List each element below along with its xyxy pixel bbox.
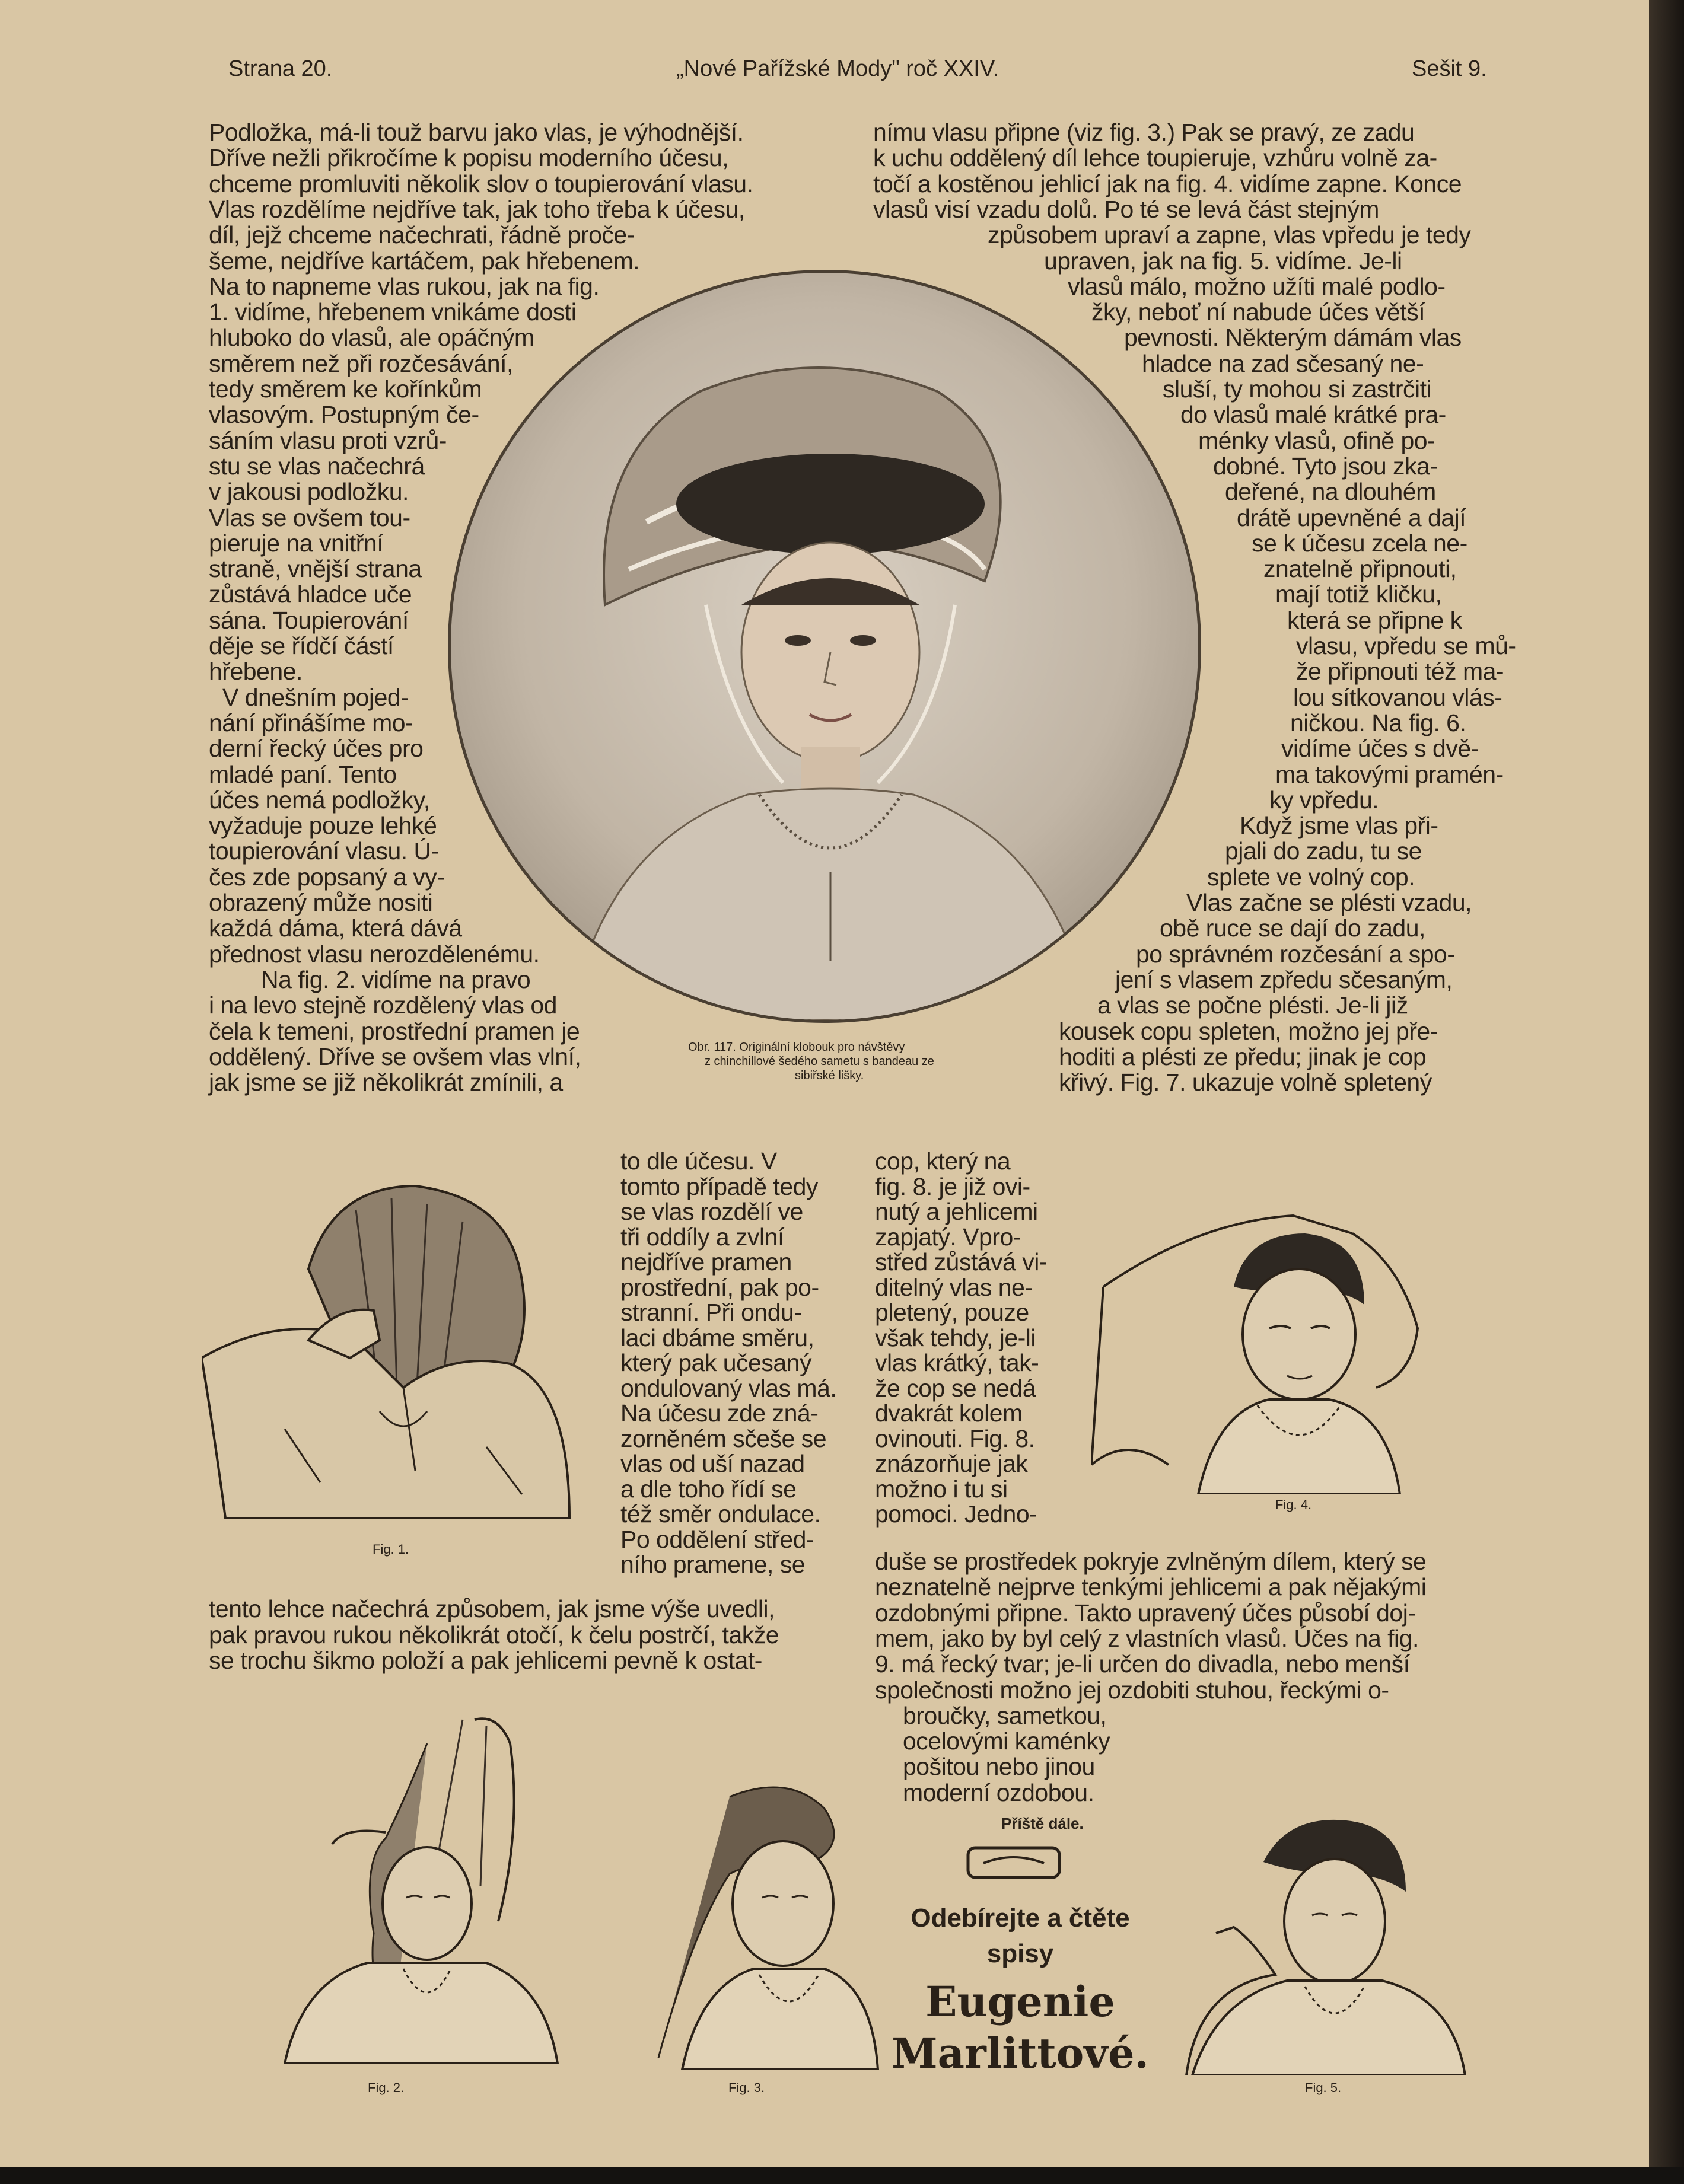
text-line: dvakrát kolem bbox=[875, 1399, 1023, 1427]
text-line: Obr. 117. Originální klobouk pro návštěvy bbox=[688, 1041, 905, 1054]
text-line: účes nemá podložky, bbox=[209, 786, 430, 814]
figure-3 bbox=[623, 1773, 884, 2070]
advert-line-1: Odebírejte a čtěte bbox=[911, 1904, 1130, 1933]
text-line: zapjatý. Vpro- bbox=[875, 1223, 1021, 1251]
text-line: přednost vlasu nerozdělenému. bbox=[209, 940, 540, 968]
text-line: straně, vnější strana bbox=[209, 555, 422, 583]
figure-5 bbox=[1157, 1809, 1489, 2075]
text-line: který pak učesaný bbox=[620, 1349, 811, 1376]
text-line: nutý a jehlicemi bbox=[875, 1198, 1038, 1225]
bottom-edge bbox=[0, 2167, 1684, 2184]
text-line: možno i tu si bbox=[875, 1475, 1008, 1503]
fig1-drawing bbox=[202, 1162, 581, 1542]
text-line: střed zůstává vi- bbox=[875, 1248, 1047, 1276]
text-line: prostřední, pak po- bbox=[620, 1273, 819, 1301]
text-line: nání přinášíme mo- bbox=[209, 709, 413, 736]
text-line: Na to napneme vlas rukou, jak na fig. bbox=[209, 272, 600, 300]
text-line: směrem než při rozčesávání, bbox=[209, 349, 513, 377]
text-line: ozdobnými připne. Takto upravený účes působí doj- bbox=[875, 1599, 1416, 1627]
text-line: vlasů málo, možno užíti malé podlo- bbox=[1068, 272, 1446, 300]
text-line: se trochu šikmo položí a pak jehlicemi pevně k ostat- bbox=[209, 1647, 762, 1674]
text-line: z chinchillové šedého sametu s bandeau ze bbox=[705, 1055, 934, 1068]
text-line: v jakousi podložku. bbox=[209, 478, 409, 506]
text-line: sluší, ty mohou si zastrčiti bbox=[1163, 375, 1432, 403]
text-line: hřebene. bbox=[209, 658, 303, 686]
advert-line-2: spisy bbox=[986, 1939, 1054, 1968]
text-line: vyžaduje pouze lehké bbox=[209, 812, 437, 840]
text-line: duše se prostředek pokryje zvlněným dílem, který se bbox=[875, 1548, 1427, 1575]
text-line: ničkou. Na fig. 6. bbox=[1290, 709, 1466, 736]
advert-block bbox=[890, 1904, 1151, 2078]
fig5-caption: Fig. 5. bbox=[1305, 2080, 1342, 2095]
text-line: 9. má řecký tvar; je-li určen do divadla, nebo menší bbox=[875, 1650, 1410, 1678]
text-line: stu se vlas načechrá bbox=[209, 452, 425, 480]
text-line: obrazený může nositi bbox=[209, 889, 433, 916]
text-line: V dnešním pojed- bbox=[222, 683, 409, 711]
text-line: ního pramene, se bbox=[620, 1551, 806, 1578]
text-line: pošitou nebo jinou bbox=[903, 1753, 1095, 1781]
text-line: sáním vlasu proti vzrů- bbox=[209, 426, 447, 454]
text-line: vlasu, vpředu se mů- bbox=[1296, 632, 1516, 659]
text-line: ondulovaný vlas má. bbox=[620, 1374, 837, 1402]
text-line: zůstává hladce uče bbox=[209, 581, 412, 608]
text-line: se k účesu zcela ne- bbox=[1252, 529, 1467, 557]
text-line: pevnosti. Některým dámám vlas bbox=[1124, 324, 1462, 352]
text-line: tomto případě tedy bbox=[620, 1172, 818, 1200]
text-line: neznatelně nejprve tenkými jehlicemi a pak nějakými bbox=[875, 1573, 1427, 1601]
page-number: Strana 20. bbox=[228, 56, 333, 81]
text-line: točí a kostěnou jehlicí jak na fig. 4. vidíme zapne. Konce bbox=[873, 170, 1462, 197]
text-line: derní řecký účes pro bbox=[209, 735, 424, 763]
text-line: ménky vlasů, ofině po- bbox=[1198, 426, 1435, 454]
ornament-icon bbox=[966, 1845, 1062, 1880]
text-line: jení s vlasem zpředu sčesaným, bbox=[1115, 965, 1453, 993]
text-line: po správném rozčesání a spo- bbox=[1136, 940, 1455, 968]
text-line: vidíme účes s dvě- bbox=[1281, 735, 1479, 763]
text-line: hluboko do vlasů, ale opáčným bbox=[209, 324, 534, 352]
text-line: žky, neboť ní nabude účes větší bbox=[1091, 298, 1425, 326]
text-line: ovinouti. Fig. 8. bbox=[875, 1424, 1035, 1452]
issue-number: Sešit 9. bbox=[1412, 56, 1487, 81]
text-line: díl, jejž chceme načechrati, řádně proče- bbox=[209, 221, 635, 249]
text-line: děje se řídčí částí bbox=[209, 632, 394, 659]
text-line: čela k temeni, prostřední pramen je bbox=[209, 1017, 580, 1045]
text-line: deřené, na dlouhém bbox=[1225, 478, 1436, 506]
text-line: broučky, sametkou, bbox=[903, 1701, 1107, 1729]
fig5-drawing bbox=[1157, 1809, 1489, 2075]
text-line: Dříve nežli přikročíme k popisu moderního účesu, bbox=[209, 144, 729, 172]
text-line: tento lehce načechrá způsobem, jak jsme výše uvedli, bbox=[209, 1595, 775, 1622]
text-line: pieruje na vnitřní bbox=[209, 529, 384, 557]
text-line: ky vpředu. bbox=[1269, 786, 1379, 814]
text-line: křivý. Fig. 7. ukazuje volně spletený bbox=[1059, 1069, 1432, 1096]
fig3-drawing bbox=[623, 1773, 884, 2070]
text-line: Vlas se ovšem tou- bbox=[209, 503, 410, 531]
text-line: mem, jako by byl celý z vlastních vlasů. Účes na fig. bbox=[875, 1624, 1419, 1652]
text-line: tři oddíly a zvlní bbox=[620, 1223, 784, 1251]
text-line: hladce na zad sčesaný ne- bbox=[1142, 349, 1424, 377]
text-line: sána. Toupierování bbox=[209, 606, 409, 634]
text-line: upraven, jak na fig. 5. vidíme. Je-li bbox=[1044, 247, 1402, 275]
advert-line-4: Marlittové. bbox=[892, 2029, 1149, 2078]
text-line: že cop se nedá bbox=[875, 1374, 1036, 1402]
text-line: ditelný vlas ne- bbox=[875, 1273, 1033, 1301]
figure-1 bbox=[202, 1162, 581, 1542]
fig2-drawing bbox=[249, 1708, 581, 2064]
text-line: mají totiž kličku, bbox=[1275, 581, 1442, 608]
text-line: stranní. Při ondu- bbox=[620, 1299, 802, 1326]
portrait-photo bbox=[448, 270, 1201, 1023]
text-line: pletený, pouze bbox=[875, 1299, 1029, 1326]
text-line: hoditi a plésti ze předu; jinak je cop bbox=[1059, 1042, 1427, 1070]
text-line: způsobem upraví a zapne, vlas vpředu je tedy bbox=[988, 221, 1471, 249]
text-line: Po oddělení střed- bbox=[620, 1525, 814, 1553]
fig2-caption: Fig. 2. bbox=[368, 2080, 405, 2095]
text-line: jak jsme se již několikrát zmínili, a bbox=[209, 1069, 563, 1096]
text-line: obě ruce se dají do zadu, bbox=[1160, 914, 1425, 942]
text-line: a vlas se počne plésti. Je-li již bbox=[1097, 991, 1408, 1019]
text-line: chceme promluviti několik slov o toupierování vlasu. bbox=[209, 170, 753, 197]
text-line: k uchu oddělený díl lehce toupieruje, vzhůru volně za- bbox=[873, 144, 1437, 172]
text-line: a dle toho řídí se bbox=[620, 1475, 797, 1503]
text-line: lou sítkovanou vlás- bbox=[1293, 683, 1502, 711]
text-line: vlasovým. Postupným če- bbox=[209, 401, 479, 429]
text-line: mladé paní. Tento bbox=[209, 760, 397, 788]
text-line: kousek copu spleten, možno jej pře- bbox=[1059, 1017, 1438, 1045]
text-line: znatelně připnouti, bbox=[1263, 555, 1457, 583]
text-line: nímu vlasu připne (viz fig. 3.) Pak se pravý, ze zadu bbox=[873, 119, 1415, 146]
page-spine bbox=[1649, 0, 1684, 2184]
text-line: se vlas rozdělí ve bbox=[620, 1198, 803, 1225]
continued-note: Příště dále. bbox=[1001, 1815, 1084, 1832]
text-line: Na účesu zde zná- bbox=[620, 1399, 819, 1427]
text-line: fig. 8. je již ovi- bbox=[875, 1172, 1030, 1200]
text-line: oddělený. Dříve se ovšem vlas vlní, bbox=[209, 1042, 581, 1070]
text-line: každá dáma, která dává bbox=[209, 914, 462, 942]
text-line: 1. vidíme, hřebenem vnikáme dosti bbox=[209, 298, 577, 326]
text-line: vlas od uší nazad bbox=[620, 1450, 805, 1477]
text-line: Když jsme vlas při- bbox=[1240, 812, 1438, 840]
text-line: ocelovými kaménky bbox=[903, 1727, 1110, 1755]
text-line: tedy směrem ke kořínkům bbox=[209, 375, 482, 403]
text-line: že připnouti též ma- bbox=[1296, 658, 1504, 686]
text-line: i na levo stejně rozdělený vlas od bbox=[209, 991, 557, 1019]
text-line: drátě upevněné a dají bbox=[1237, 503, 1466, 531]
portrait-illustration bbox=[451, 273, 1198, 1020]
text-line: zorněném sčeše se bbox=[620, 1424, 827, 1452]
text-line: dobné. Tyto jsou zka- bbox=[1213, 452, 1438, 480]
text-line: toupierování vlasu. Ú- bbox=[209, 837, 439, 865]
text-line: ma takovými pramén- bbox=[1275, 760, 1504, 788]
text-line: nejdříve pramen bbox=[620, 1248, 792, 1276]
text-line: též směr ondulace. bbox=[620, 1500, 821, 1528]
fig1-caption: Fig. 1. bbox=[373, 1542, 409, 1557]
text-line: cop, který na bbox=[875, 1147, 1011, 1175]
magazine-title: „Nové Pařížské Mody" roč XXIV. bbox=[676, 56, 999, 81]
text-line: která se připne k bbox=[1287, 606, 1462, 634]
text-line: splete ve volný cop. bbox=[1207, 863, 1415, 891]
figure-2 bbox=[249, 1708, 581, 2064]
text-line: do vlasů malé krátké pra- bbox=[1180, 401, 1446, 429]
fig4-drawing bbox=[1091, 1186, 1519, 1494]
text-line: moderní ozdobou. bbox=[903, 1778, 1094, 1806]
text-line: však tehdy, je-li bbox=[875, 1324, 1036, 1351]
text-line: společnosti možno jej ozdobiti stuhou, řeckými o- bbox=[875, 1676, 1389, 1704]
figure-4 bbox=[1091, 1186, 1519, 1494]
text-line: Vlas začne se plésti vzadu, bbox=[1186, 889, 1472, 916]
text-line: Na fig. 2. vidíme na pravo bbox=[261, 965, 531, 993]
text-line: znázorňuje jak bbox=[875, 1450, 1028, 1477]
fig3-caption: Fig. 3. bbox=[728, 2080, 765, 2095]
text-line: laci dbáme směru, bbox=[620, 1324, 814, 1351]
text-line: Podložka, má-li touž barvu jako vlas, je výhodnější. bbox=[209, 119, 744, 146]
text-line: to dle účesu. V bbox=[620, 1147, 777, 1175]
text-line: vlas krátký, tak- bbox=[875, 1349, 1039, 1376]
fig4-caption: Fig. 4. bbox=[1275, 1497, 1312, 1512]
text-line: pak pravou rukou několikrát otočí, k čelu postrčí, takže bbox=[209, 1621, 779, 1649]
text-line: sibiřské lišky. bbox=[795, 1069, 864, 1082]
text-line: šeme, nejdříve kartáčem, pak hřebenem. bbox=[209, 247, 640, 275]
text-line: pomoci. Jedno- bbox=[875, 1500, 1037, 1528]
text-line: Vlas rozdělíme nejdříve tak, jak toho třeba k účesu, bbox=[209, 195, 745, 223]
text-line: čes zde popsaný a vy- bbox=[209, 863, 445, 891]
text-line: pjali do zadu, tu se bbox=[1225, 837, 1422, 865]
advert-line-3: Eugenie bbox=[925, 1977, 1115, 2026]
text-line: vlasů visí vzadu dolů. Po té se levá část stejným bbox=[873, 195, 1379, 223]
